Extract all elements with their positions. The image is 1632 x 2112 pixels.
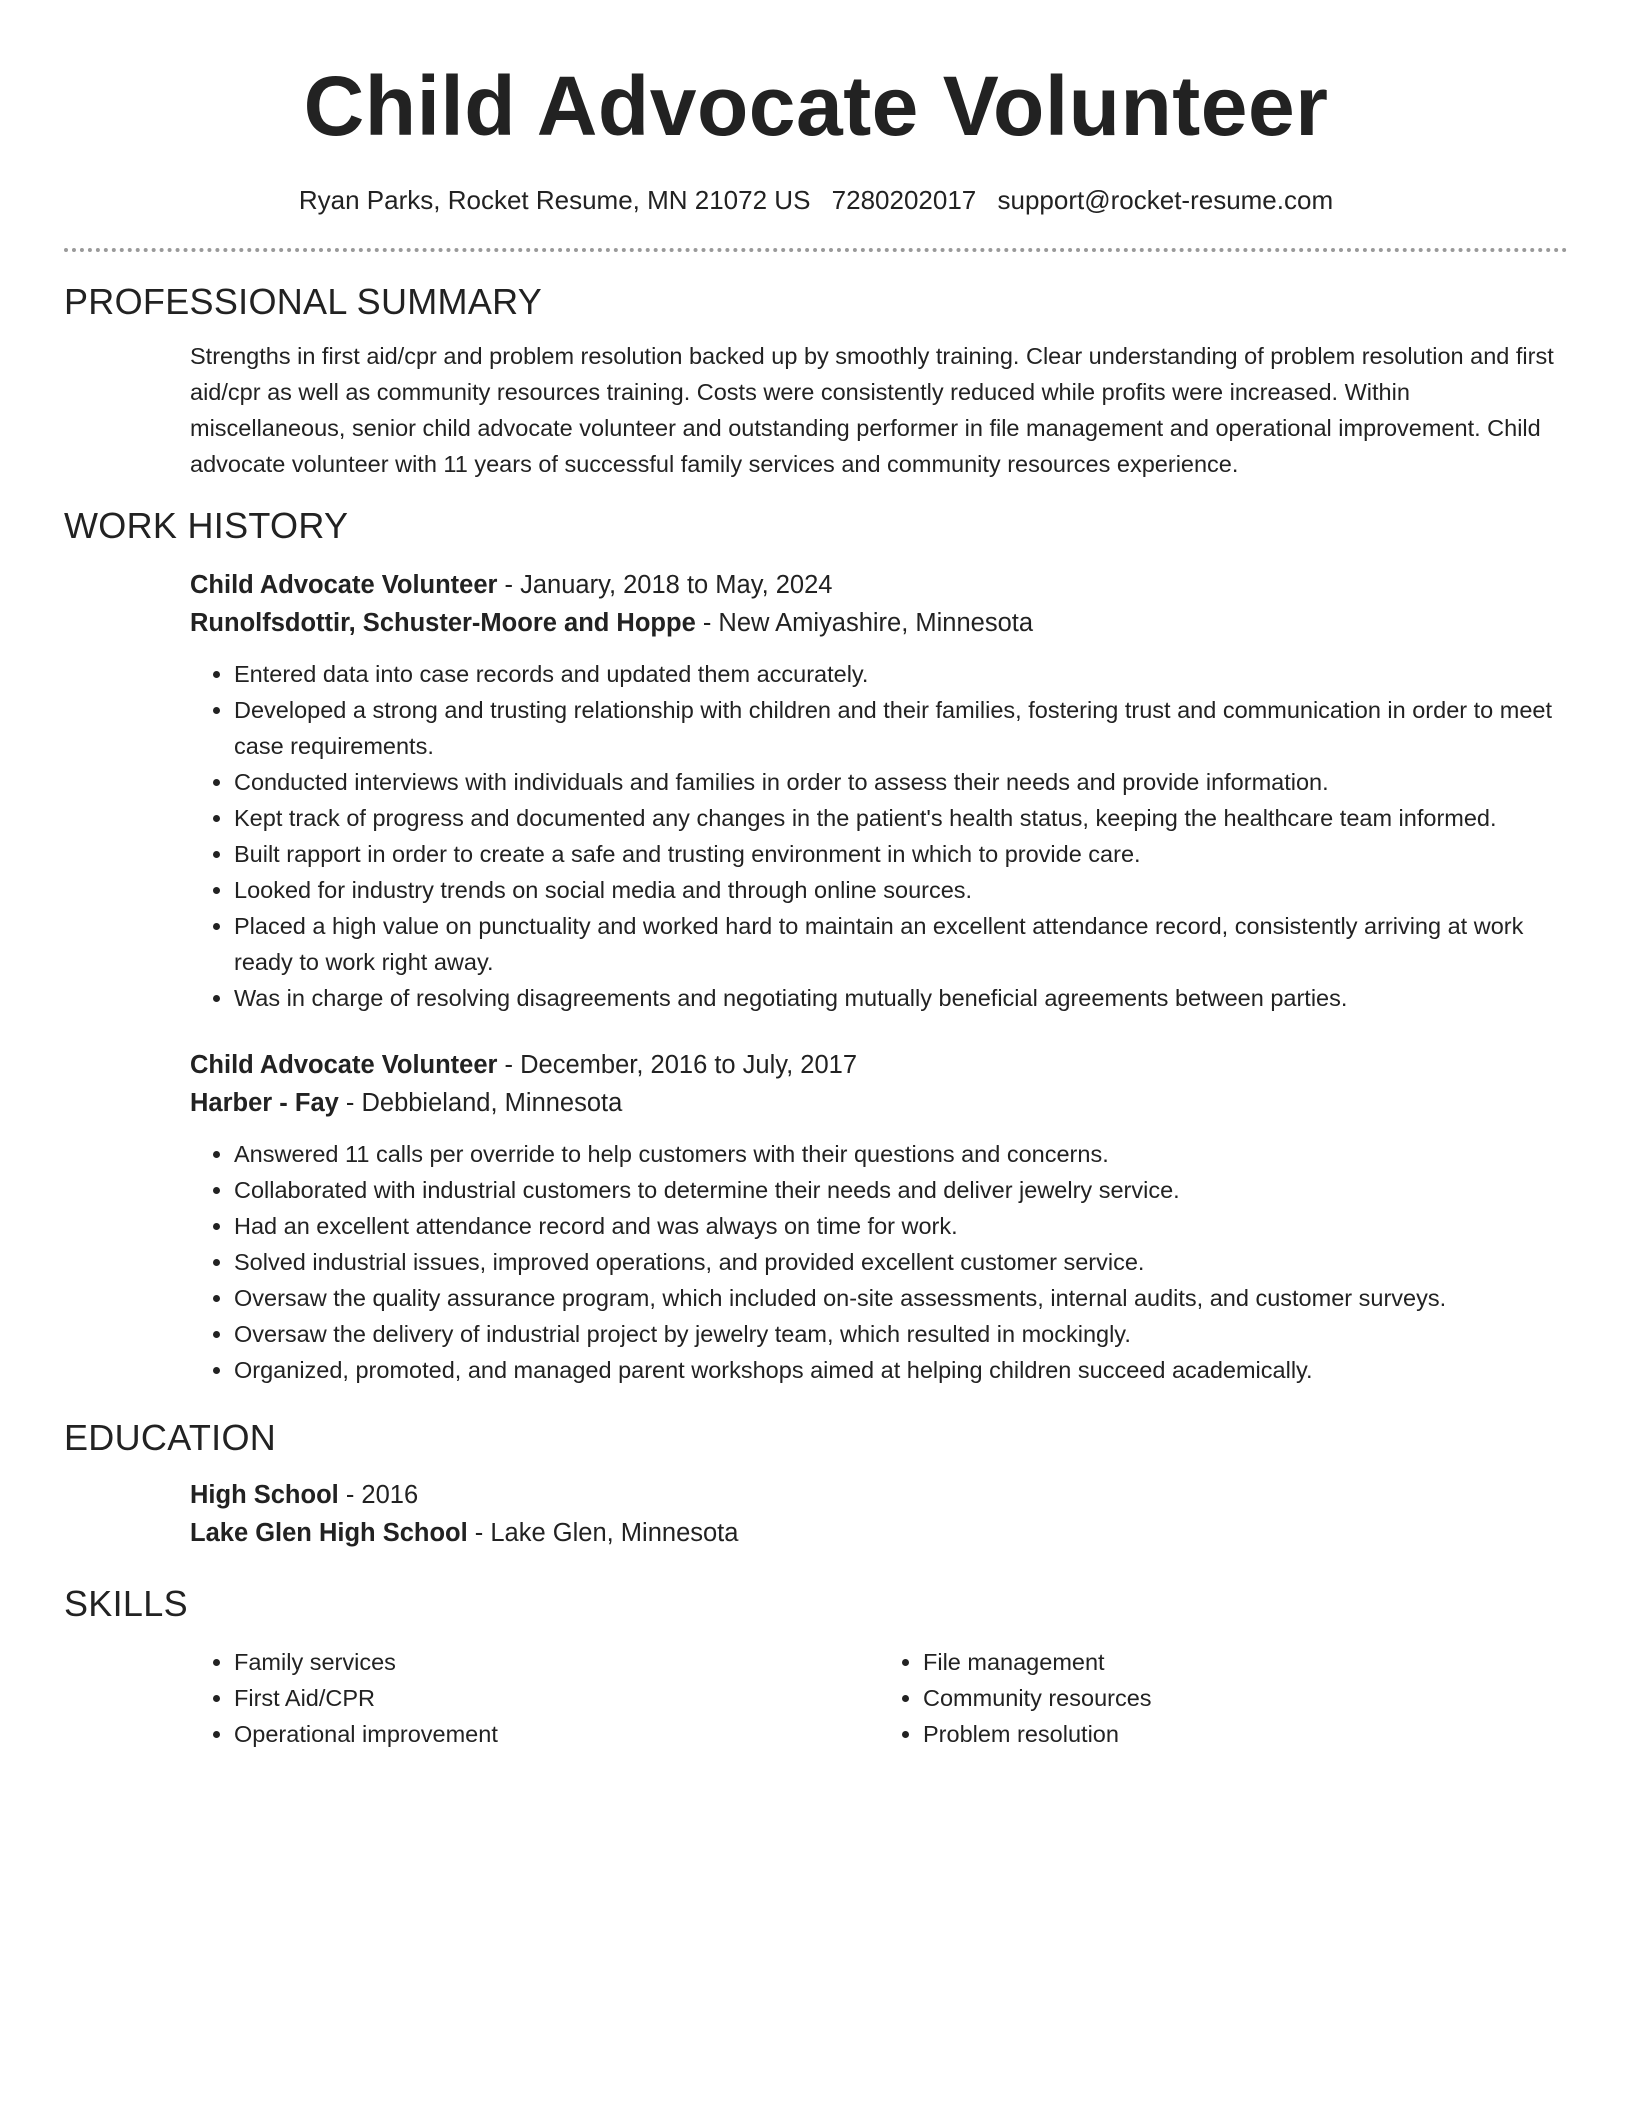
job-company: Harber - Fay bbox=[190, 1089, 339, 1117]
job-duty: • Had an excellent attendance record and was always on time for work. bbox=[234, 1208, 1568, 1244]
skill-item: • Family services bbox=[234, 1644, 879, 1680]
summary-section bbox=[64, 280, 1568, 482]
job-duty: • Developed a strong and trusting relationship with children and their families, fostering trust and communication in order to meet case requirements. bbox=[234, 692, 1568, 764]
job-duty: • Placed a high value on punctuality and worked hard to maintain an excellent attendance record, consistently arriving at work ready to work right away. bbox=[234, 908, 1568, 980]
job-entry bbox=[190, 1046, 1568, 1388]
skills-heading: SKILLS bbox=[64, 1583, 188, 1624]
job-location: - New Amiyashire, Minnesota bbox=[695, 609, 1034, 637]
job-company-line bbox=[190, 604, 1568, 642]
skills-column-right bbox=[879, 1644, 1568, 1752]
summary-body bbox=[190, 338, 1568, 482]
job-duty: • Collaborated with industrial customers to determine their needs and deliver jewelry service. bbox=[234, 1172, 1568, 1208]
job-duty: • Looked for industry trends on social media and through online sources. bbox=[234, 872, 1568, 908]
job-title-line bbox=[190, 566, 1568, 604]
job-dates: - December, 2016 to July, 2017 bbox=[497, 1051, 858, 1079]
summary-text: Strengths in first aid/cpr and problem resolution backed up by smoothly training. Clear understanding of problem resolution and first aid/cpr as well as community resources training. Costs were consistently reduced while profits were increased. Within miscellaneous, senior child advocate volunteer and outstanding performer in file management and operational improvement. Child advocate volunteer with 11 years of successful family services and community resources experience. bbox=[190, 343, 1554, 477]
skill-item: • First Aid/CPR bbox=[234, 1680, 879, 1716]
skill-item: • Community resources bbox=[923, 1680, 1568, 1716]
header-divider bbox=[64, 248, 1568, 252]
job-location: - Debbieland, Minnesota bbox=[338, 1089, 623, 1117]
contact-email: support@rocket-resume.com bbox=[997, 185, 1334, 215]
job-duty: • Oversaw the delivery of industrial project by jewelry team, which resulted in mockingly. bbox=[234, 1316, 1568, 1352]
resume-title: Child Advocate Volunteer bbox=[303, 59, 1329, 153]
contact-phone: 7280202017 bbox=[831, 185, 977, 215]
education-year: - 2016 bbox=[338, 1481, 419, 1509]
job-duty: • Answered 11 calls per override to help customers with their questions and concerns. bbox=[234, 1136, 1568, 1172]
job-title: Child Advocate Volunteer bbox=[190, 571, 498, 599]
contact-address: Ryan Parks, Rocket Resume, MN 21072 US bbox=[298, 185, 811, 215]
job-title: Child Advocate Volunteer bbox=[190, 1051, 498, 1079]
job-company: Runolfsdottir, Schuster-Moore and Hoppe bbox=[190, 609, 696, 637]
education-section bbox=[64, 1416, 1568, 1552]
work-history-section bbox=[64, 504, 1568, 1388]
education-degree-line bbox=[190, 1476, 1568, 1514]
job-duty: • Solved industrial issues, improved operations, and provided excellent customer service. bbox=[234, 1244, 1568, 1280]
job-duty: • Built rapport in order to create a safe and trusting environment in which to provide care. bbox=[234, 836, 1568, 872]
skills-column-left bbox=[190, 1644, 879, 1752]
work-history-heading: WORK HISTORY bbox=[64, 505, 349, 546]
education-heading: EDUCATION bbox=[64, 1417, 277, 1458]
skills-section bbox=[64, 1582, 1568, 1752]
education-school: Lake Glen High School bbox=[190, 1519, 468, 1547]
skills-list bbox=[190, 1644, 1568, 1752]
job-duties-list bbox=[190, 656, 1568, 1016]
contact-line bbox=[64, 184, 1568, 216]
job-duty: • Kept track of progress and documented any changes in the patient's health status, keeping the healthcare team informed. bbox=[234, 800, 1568, 836]
education-location: - Lake Glen, Minnesota bbox=[467, 1519, 739, 1547]
skill-item: • Problem resolution bbox=[923, 1716, 1568, 1752]
job-duty: • Conducted interviews with individuals and families in order to assess their needs and provide information. bbox=[234, 764, 1568, 800]
job-duty: • Entered data into case records and updated them accurately. bbox=[234, 656, 1568, 692]
job-dates: - January, 2018 to May, 2024 bbox=[497, 571, 833, 599]
job-duty: • Oversaw the quality assurance program, which included on-site assessments, internal audits, and customer surveys. bbox=[234, 1280, 1568, 1316]
summary-heading: PROFESSIONAL SUMMARY bbox=[64, 281, 543, 322]
skill-item: • File management bbox=[923, 1644, 1568, 1680]
education-school-line bbox=[190, 1514, 1568, 1552]
job-duty: • Organized, promoted, and managed parent workshops aimed at helping children succeed academically. bbox=[234, 1352, 1568, 1388]
job-entry bbox=[190, 566, 1568, 1016]
job-title-line bbox=[190, 1046, 1568, 1084]
skill-item: • Operational improvement bbox=[234, 1716, 879, 1752]
job-company-line bbox=[190, 1084, 1568, 1122]
education-degree: High School bbox=[190, 1481, 339, 1509]
job-duties-list bbox=[190, 1136, 1568, 1388]
job-duty: • Was in charge of resolving disagreements and negotiating mutually beneficial agreements between parties. bbox=[234, 980, 1568, 1016]
education-entry bbox=[190, 1476, 1568, 1552]
